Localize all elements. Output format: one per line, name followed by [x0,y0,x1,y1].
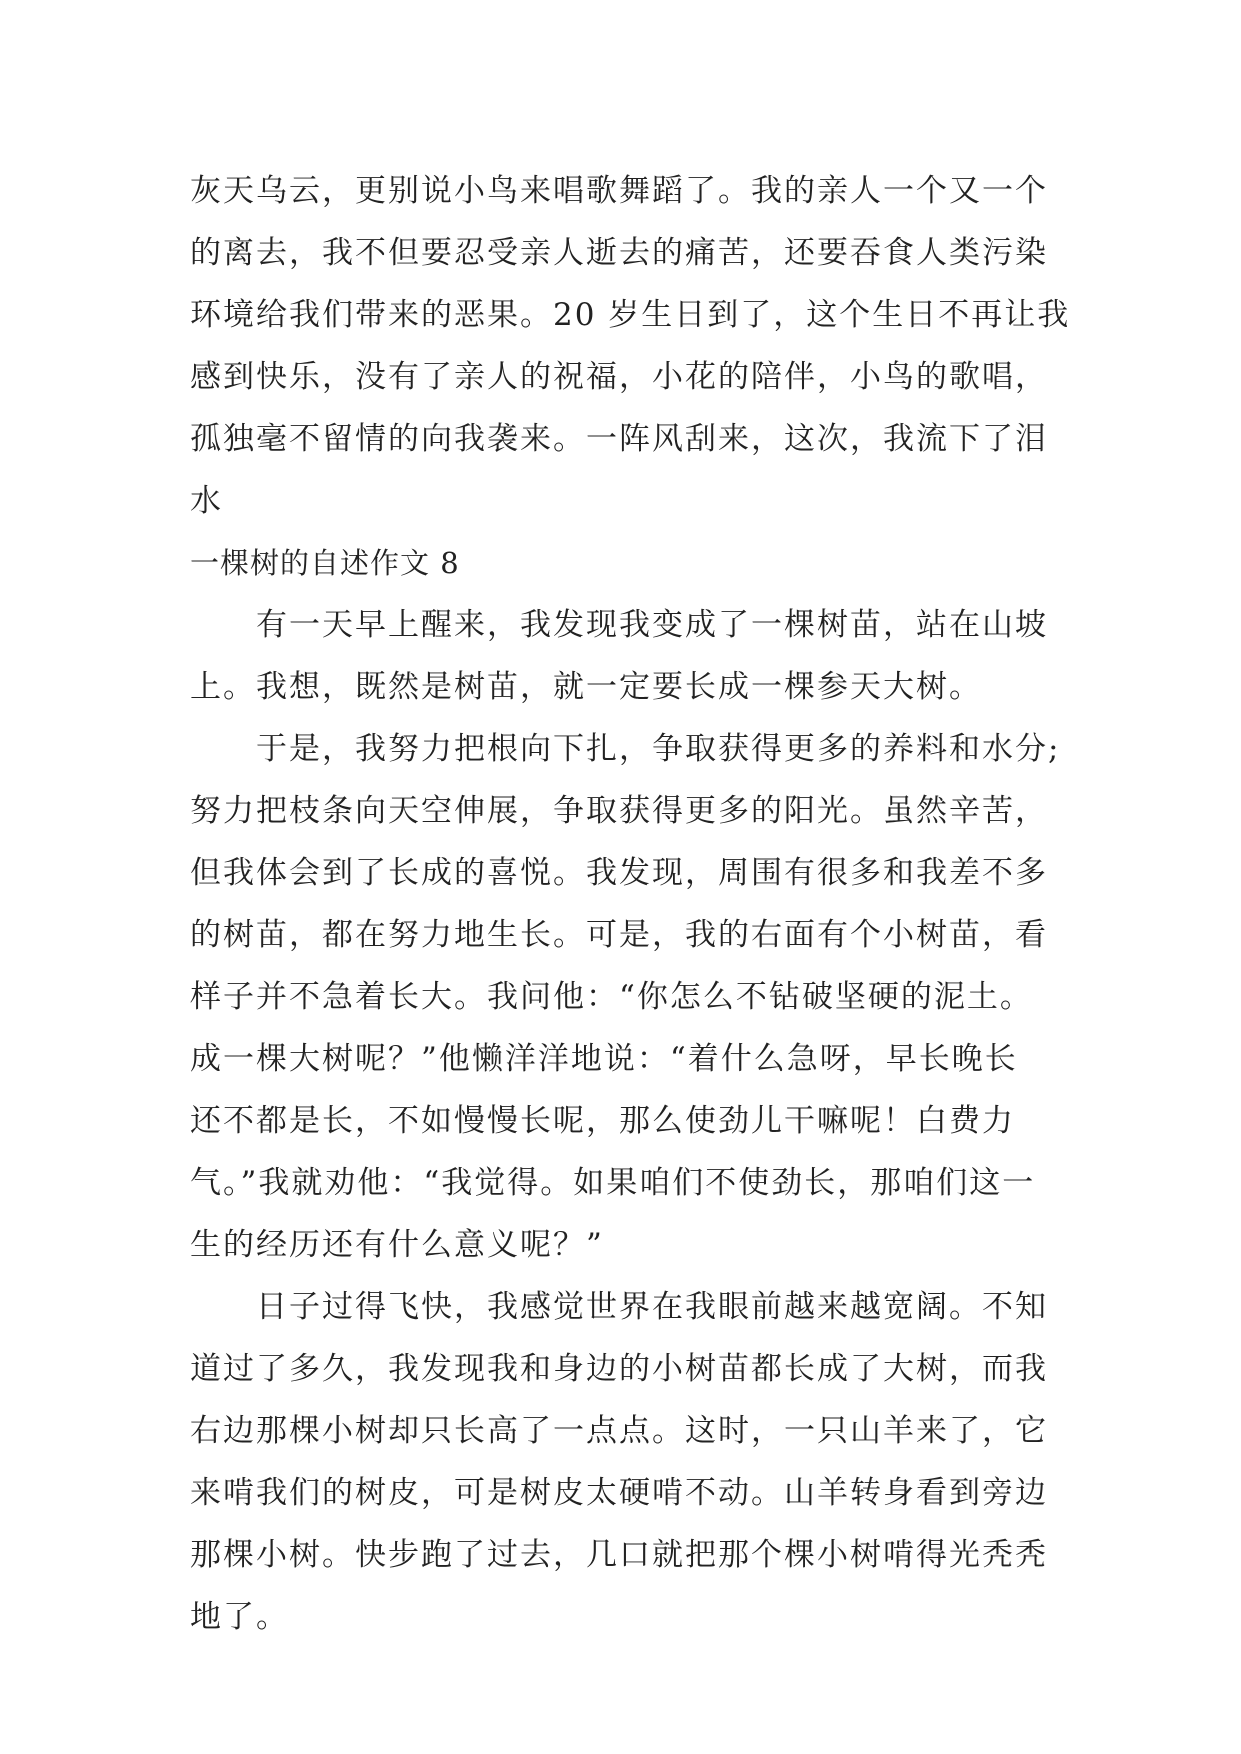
text-line: 灰天乌云，更别说小鸟来唱歌舞蹈了。我的亲人一个又一个 [190,173,1048,209]
paragraph-3 [190,1276,1060,1648]
text-line: 的树苗，都在努力地生长。可是，我的右面有个小树苗，看 [190,917,1048,953]
text-line: 于是，我努力把根向下扎，争取获得更多的养料和水分; [256,731,1061,767]
text-line: 气。”我就劝他：“我觉得。如果咱们不使劲长，那咱们这一 [190,1165,1036,1201]
text-line: 但我体会到了长成的喜悦。我发现，周围有很多和我差不多 [190,855,1048,891]
text-line: 努力把枝条向天空伸展，争取获得更多的阳光。虽然辛苦， [190,793,1048,829]
document-body [190,160,1071,1648]
text-line: 成一棵大树呢？”他懒洋洋地说：“着什么急呀，早长晚长 [190,1041,1018,1077]
continued-paragraph [190,160,1071,532]
text-line: 水 [190,483,223,519]
text-line: 有一天早上醒来，我发现我变成了一棵树苗，站在山坡 [256,607,1048,643]
text-line: 上。我想，既然是树苗，就一定要长成一棵参天大树。 [190,669,982,705]
text-line: 环境给我们带来的恶果。20 岁生日到了，这个生日不再让我 [190,297,1071,333]
text-line: 道过了多久，我发现我和身边的小树苗都长成了大树，而我 [190,1351,1048,1387]
text-line: 生的经历还有什么意义呢？” [190,1227,604,1263]
text-line: 样子并不急着长大。我问他：“你怎么不钻破坚硬的泥土。 [190,979,1033,1015]
text-line: 还不都是长，不如慢慢长呢，那么使劲儿干嘛呢！白费力 [190,1103,1015,1139]
text-line: 的离去，我不但要忍受亲人逝去的痛苦，还要吞食人类污染 [190,235,1048,271]
text-line: 日子过得飞快，我感觉世界在我眼前越来越宽阔。不知 [256,1289,1048,1325]
text-line: 感到快乐，没有了亲人的祝福，小花的陪伴，小鸟的歌唱， [190,359,1048,395]
text-line: 那棵小树。快步跑了过去，几口就把那个棵小树啃得光秃秃 [190,1537,1048,1573]
text-line: 来啃我们的树皮，可是树皮太硬啃不动。山羊转身看到旁边 [190,1475,1048,1511]
text-line: 地了。 [190,1599,289,1635]
paragraph-1 [190,594,1060,718]
section-title: 一棵树的自述作文 8 [190,546,460,580]
paragraph-2 [190,718,1060,1276]
text-line: 右边那棵小树却只长高了一点点。这时，一只山羊来了，它 [190,1413,1048,1449]
text-line: 孤独毫不留情的向我袭来。一阵风刮来，这次，我流下了泪 [190,421,1048,457]
